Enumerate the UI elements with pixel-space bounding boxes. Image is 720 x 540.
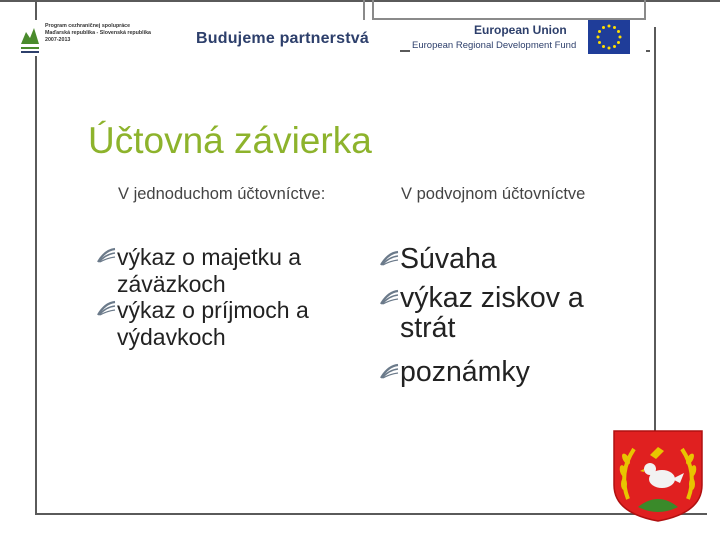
slogan: Budujeme partnerstvá — [196, 30, 369, 47]
swoosh-bullet-icon — [378, 289, 400, 307]
program-logo-line-1: Program cezhraničnej spolupráce — [45, 23, 131, 29]
frame-right-line — [654, 27, 656, 433]
list-item-label: poznámky — [400, 356, 530, 388]
swoosh-bullet-icon — [95, 247, 117, 265]
list-item-label: výkaz ziskov a strát — [400, 282, 584, 344]
left-bullet-list — [95, 244, 365, 350]
list-item-label: Súvaha — [400, 243, 497, 275]
list-item-label: výkaz o majetku a záväzkoch — [117, 244, 302, 297]
frame-inner-top-line — [363, 0, 365, 20]
program-logo — [18, 20, 180, 56]
list-item — [95, 297, 365, 350]
right-bullet-list — [378, 244, 638, 401]
eu-subtitle: European Regional Development Fund — [412, 40, 577, 51]
list-item-label: výkaz o príjmoch a výdavkoch — [117, 297, 309, 350]
swoosh-bullet-icon — [378, 250, 400, 268]
frame-left-line — [35, 0, 37, 515]
list-item — [378, 283, 638, 343]
swoosh-bullet-icon — [95, 300, 117, 318]
slide-title: Účtovná závierka — [88, 120, 372, 161]
program-logo-line-3: 2007-2013 — [45, 37, 71, 43]
frame-top-line — [0, 0, 720, 2]
coat-of-arms-icon — [612, 429, 704, 523]
program-logo-icon — [20, 22, 40, 54]
swoosh-bullet-icon — [378, 363, 400, 381]
eu-title: European Union — [474, 23, 567, 37]
eu-flag-icon — [588, 20, 630, 54]
frame-bottom-line — [35, 513, 707, 515]
left-column-heading: V jednoduchom účtovníctve: — [118, 185, 326, 203]
program-logo-line-2: Maďarská republika - Slovenská republika — [45, 30, 151, 36]
frame-inner-top-line-2 — [372, 0, 374, 20]
list-item — [378, 357, 638, 387]
right-column-heading: V podvojnom účtovníctve — [401, 185, 586, 203]
eu-logo — [410, 20, 646, 56]
list-item — [378, 244, 638, 274]
list-item — [95, 244, 365, 297]
